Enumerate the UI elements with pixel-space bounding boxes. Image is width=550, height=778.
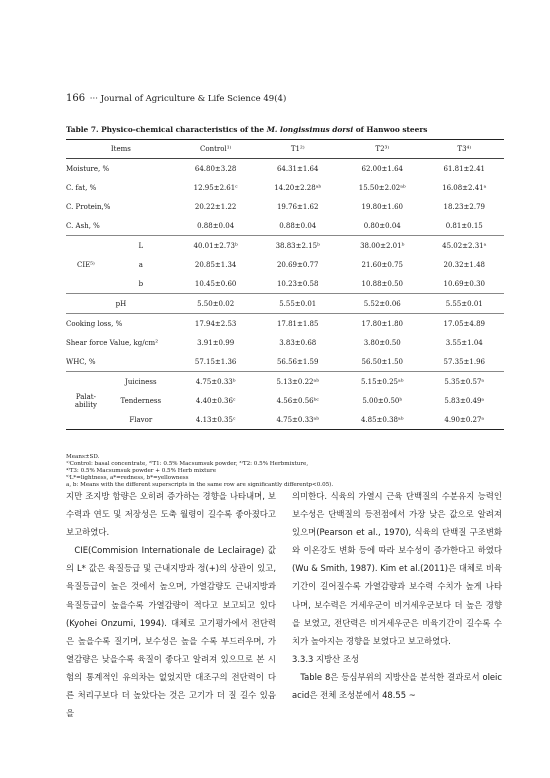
cell-control: 20.85±1.34 xyxy=(194,260,237,269)
header-t1: T1²⁾ xyxy=(255,140,340,159)
journal-title: ··· Journal of Agriculture & Life Science 49(4) xyxy=(89,94,287,104)
cell-control: 10.45±0.60 xyxy=(176,274,256,294)
body-column-left xyxy=(66,487,276,722)
row-label: Flavor xyxy=(106,410,176,430)
cell-t3: 5.35±0.57ᵃ xyxy=(444,377,485,386)
row-label: Tenderness xyxy=(120,396,162,405)
cell-control: 17.94±2.53 xyxy=(194,319,237,328)
row-label: C. fat, % xyxy=(66,183,97,192)
cell-t3: 3.55±1.04 xyxy=(445,338,483,347)
row-label: C. Protein,% xyxy=(66,202,111,211)
row-label: pH xyxy=(66,294,176,314)
table-row-whc xyxy=(66,352,504,372)
table-row-flavor xyxy=(66,410,504,430)
table-row-cie-b xyxy=(66,274,504,294)
row-label: L xyxy=(138,241,144,250)
cell-t2: 5.52±0.06 xyxy=(340,294,425,314)
cie-group-label: CIE⁵⁾ xyxy=(66,236,106,294)
cell-control: 4.13±0.35ᶜ xyxy=(176,410,256,430)
body-column-right xyxy=(292,487,502,704)
header-items: Items xyxy=(66,140,176,159)
cell-t3: 0.81±0.15 xyxy=(425,216,505,236)
header-control: Control¹⁾ xyxy=(176,140,256,159)
table-row-cie-a xyxy=(66,255,504,274)
paragraph: 지만 조지방 함량은 오히려 증가하는 경향을 나타내며, 보수력과 연도 및 저장성은 도축 월령이 길수록 좋아졌다고 보고하였다. xyxy=(66,491,276,538)
cell-t1: 38.83±2.15ᵇ xyxy=(275,241,320,250)
cell-control: 4.75±0.33ᵇ xyxy=(195,377,236,386)
cell-t1: 56.56±1.59 xyxy=(255,352,340,372)
header-t3: T3⁴⁾ xyxy=(425,140,505,159)
cell-control: 0.88±0.04 xyxy=(176,216,256,236)
cell-t2: 17.80±1.80 xyxy=(361,319,403,328)
cell-t2: 62.00±1.64 xyxy=(361,164,403,173)
paragraph: Table 8은 등심부위의 지방산을 분석한 결과로서 oleic acid은 전체 조성분에서 48.55 ~ xyxy=(292,671,502,701)
cell-t2: 21.60±0.75 xyxy=(361,260,403,269)
cell-t1: 19.76±1.62 xyxy=(276,202,319,211)
cell-t1: 64.31±1.64 xyxy=(276,164,319,173)
cell-t3: 45.02±2.31ᵃ xyxy=(442,241,487,250)
footnote: ⁴⁾T3: 0.5% Macsumsuk powder + 0.5% Herb mixture xyxy=(66,468,217,474)
cell-t3: 4.90±0.27ᵃ xyxy=(425,410,505,430)
table-caption: Table 7. Physico-chemical characteristics of the M. longissimus dorsi of Hanwoo steers xyxy=(66,125,428,134)
footnote: ¹⁾Control: basal concentrate, ²⁾T1: 0.5% Macsumsuk powder, ³⁾T2: 0.5% Herbmixture, xyxy=(66,461,309,467)
cell-t3: 18.23±2.79 xyxy=(443,202,485,211)
cell-t3: 20.32±1.48 xyxy=(443,260,485,269)
row-label: Juiciness xyxy=(125,377,157,386)
cell-t2: 5.00±0.50ᵇ xyxy=(362,396,403,405)
cell-t2: 19.80±1.60 xyxy=(361,202,403,211)
table-row-juiciness xyxy=(66,372,504,392)
cell-t1: 20.69±0.77 xyxy=(276,260,319,269)
cell-t2: 4.85±0.38ᵃᵇ xyxy=(340,410,425,430)
cell-control: 5.50±0.02 xyxy=(176,294,256,314)
cell-t1: 4.75±0.33ᵃᵇ xyxy=(255,410,340,430)
table-row-fat xyxy=(66,178,504,197)
footnote: a, b: Means with the different superscripts in the same row are significantly differentp<0.05). xyxy=(66,482,334,488)
species-name: M. longissimus dorsi xyxy=(266,125,354,134)
cell-t2: 56.50±1.50 xyxy=(340,352,425,372)
cell-t1: 0.88±0.04 xyxy=(255,216,340,236)
table-row-protein xyxy=(66,197,504,216)
row-label: a xyxy=(138,260,143,269)
paragraph: CIE(Commision Internationale de Leclairage) 값의 L* 값은 육질등급 및 근내지방과 정(+)의 상관이 있고, 육질등급이 높은 것에서 높으며, 가열감량도 근내지방과 육질등급이 높을수록 가열감량이 적다고 보고되고 있다(Kyohei Onzumi, 1994). 대체로 고기평가에서 전단력은 높을수록 질기며, 보수성은 높을 수록 부드러우며, 가열감량은 낮을수록 육질이 좋다고 알려져 있으므로 본 시험의 통계적인 유의차는 없었지만 대조구의 전단력이 다른 처리구보다 더 높았다는 것은 고기가 더 질 길수 있음을 xyxy=(66,545,276,719)
table-header-row xyxy=(66,140,504,159)
table-row-shear-force xyxy=(66,333,504,352)
table-row-tenderness xyxy=(66,391,504,410)
cell-t3: 17.05±4.89 xyxy=(443,319,485,328)
paragraph: 의미한다. 식육의 가열시 근육 단백질의 수분유지 능력인 보수성은 단백질의 등전점에서 가장 낮은 값으로 알려져 있으며(Pearson et al., 1970), 식육의 단백질 구조변화와 이온강도 변화 등에 따라 보수성이 증가한다고 하였다(Wu & Smith, 1987). Kim et al.(2011)은 대체로 비육기간이 길어질수록 가열감량과 보수력 수치가 높게 나타나며, 보수력은 거세우군이 비거세우군보다 더 높은 경향을 보였고, 전단력은 비거세우군은 비육기간이 길수록 수치가 높아지는 경향을 보였다고 보고하였다. xyxy=(292,491,502,646)
section-heading: 3.3.3 지방산 조성 xyxy=(292,653,360,664)
cell-t1: 17.81±1.85 xyxy=(276,319,319,328)
cell-t2: 5.15±0.25ᵃᵇ xyxy=(360,377,404,386)
cell-t1: 5.55±0.01 xyxy=(255,294,340,314)
cell-t1: 10.23±0.58 xyxy=(255,274,340,294)
cell-t1: 14.20±2.28ᵃᵇ xyxy=(274,183,322,192)
cell-control: 3.91±0.99 xyxy=(197,338,235,347)
cell-control: 4.40±0.36ᶜ xyxy=(195,396,236,405)
cell-control: 64.80±3.28 xyxy=(194,164,237,173)
cell-t3: 5.55±0.01 xyxy=(425,294,505,314)
cell-control: 12.95±2.61ᶜ xyxy=(193,183,238,192)
page-number: 166 xyxy=(66,93,86,104)
table-row-ash xyxy=(66,216,504,236)
running-header xyxy=(66,93,286,104)
cell-control: 40.01±2.73ᵇ xyxy=(193,241,238,250)
cell-t3: 10.69±0.30 xyxy=(425,274,505,294)
cell-t1: 3.83±0.68 xyxy=(279,338,317,347)
header-t2: T2³⁾ xyxy=(340,140,425,159)
cell-t2: 15.50±2.02ᵃᵇ xyxy=(358,183,406,192)
table-row-cooking-loss xyxy=(66,314,504,334)
row-label: Shear force Value, kg/cm² xyxy=(66,338,159,347)
table-row-moisture xyxy=(66,159,504,179)
footnote: Means±SD. xyxy=(66,454,100,460)
cell-t3: 61.81±2.41 xyxy=(443,164,485,173)
cell-t3: 16.08±2.41ᵃ xyxy=(442,183,487,192)
row-label: b xyxy=(106,274,176,294)
cell-t2: 38.00±2.01ᵇ xyxy=(360,241,405,250)
row-label: C. Ash, % xyxy=(66,216,176,236)
cell-control: 20.22±1.22 xyxy=(194,202,237,211)
row-label: Cooking loss, % xyxy=(66,319,123,328)
cell-t2: 10.88±0.50 xyxy=(340,274,425,294)
table-row-cie-l xyxy=(66,236,504,256)
row-label: Moisture, % xyxy=(66,164,110,173)
cell-t3: 5.83±0.49ᵃ xyxy=(444,396,485,405)
cell-t2: 0.80±0.04 xyxy=(340,216,425,236)
footnote: ⁵⁾L*=lightness, a*=redness, b*=yellowness xyxy=(66,475,189,481)
cell-t1: 4.56±0.56ᵇᶜ xyxy=(276,396,319,405)
physico-chemical-table xyxy=(66,139,504,430)
cell-control: 57.15±1.36 xyxy=(176,352,256,372)
cell-t3: 57.35±1.96 xyxy=(425,352,505,372)
palatability-group-label: Palat- ability xyxy=(66,372,106,430)
table-row-ph xyxy=(66,294,504,314)
cell-t1: 5.13±0.22ᵃᵇ xyxy=(276,377,319,386)
table-footnotes xyxy=(66,454,506,489)
row-label: WHC, % xyxy=(66,352,176,372)
cell-t2: 3.80±0.50 xyxy=(363,338,401,347)
